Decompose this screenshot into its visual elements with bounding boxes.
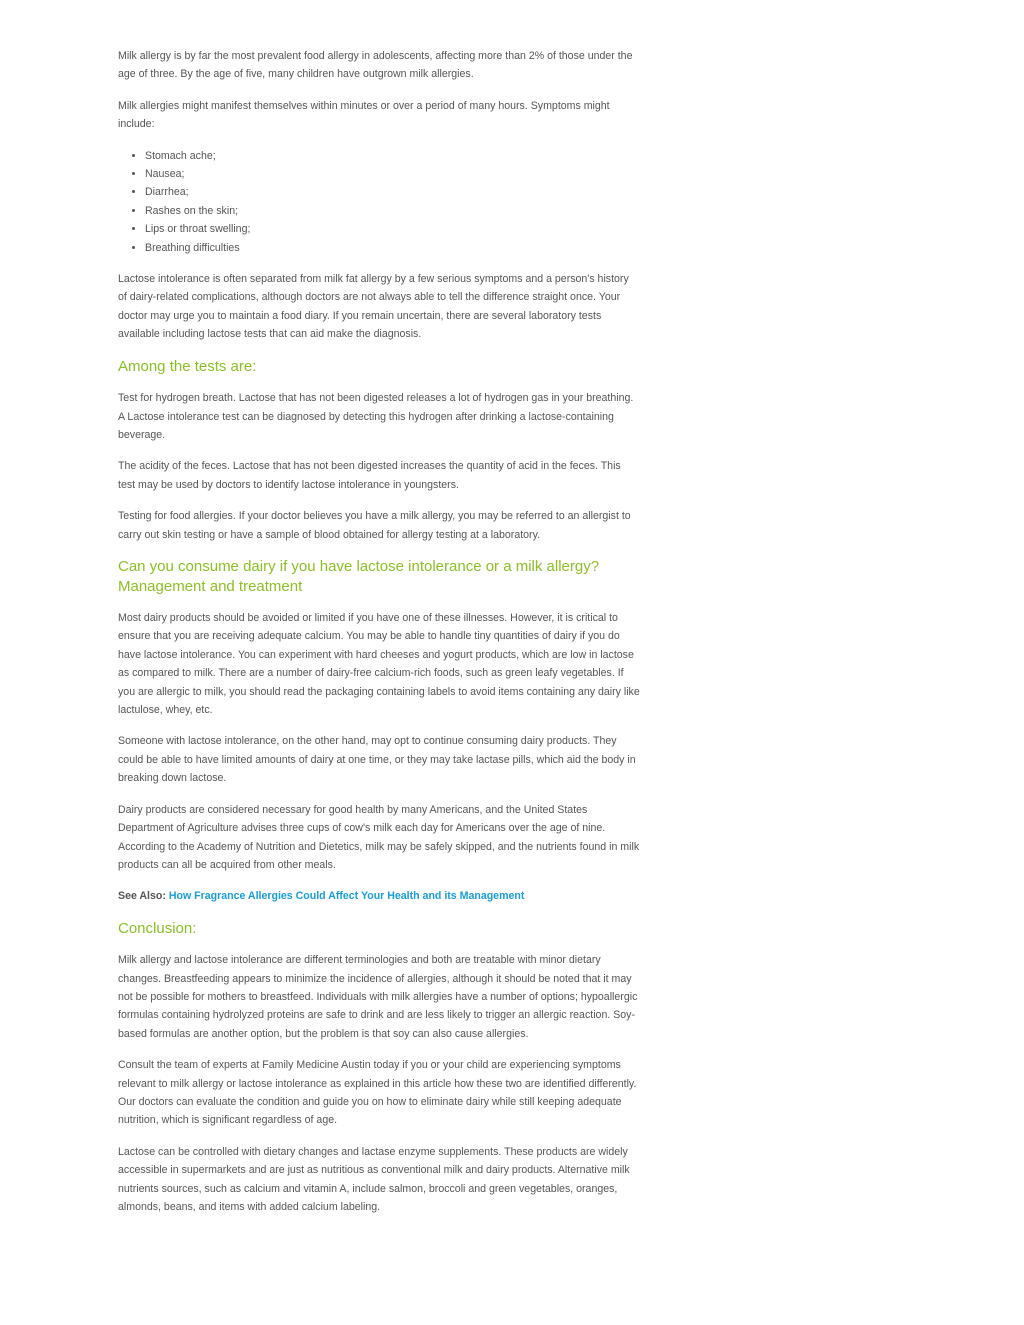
management-heading: Can you consume dairy if you have lactose intolerance or a milk allergy? Management and treatment <box>118 558 600 595</box>
management-paragraph-1: Most dairy products should be avoided or limited if you have one of these illnesses. However, it is critical to ensure that you are receiving adequate calcium. You may be able to handle tiny quantities of dairy if you do have lactose intolerance. You can experiment with hard cheeses and yogurt products, which are low in lactose as compared to milk. There are a number of dairy-free calcium-rich foods, such as green leafy vegetables. If you are allergic to milk, you should read the packaging containing labels to avoid items containing any dairy like lactulose, whey, etc. <box>118 612 640 717</box>
see-also <box>118 887 640 905</box>
intro-paragraph-2: Milk allergies might manifest themselves within minutes or over a period of many hours. Symptoms might include: <box>118 99 610 131</box>
tests-paragraph-2: The acidity of the feces. Lactose that has not been digested increases the quantity of acid in the feces. This test may be used by doctors to identify lactose intolerance in youngsters. <box>118 460 621 491</box>
symptom-item: • Breathing difficulties <box>145 239 640 257</box>
tests-paragraph-1: Test for hydrogen breath. Lactose that has not been digested releases a lot of hydrogen gas in your breathing. A Lactose intolerance test can be diagnosed by detecting this hydrogen after drinking a lactose-containing beverage. <box>118 392 634 441</box>
conclusion-paragraph-3: Lactose can be controlled with dietary changes and lactase enzyme supplements. These products are widely accessible in supermarkets and are just as nutritious as conventional milk and dairy products. Alternative milk nutrients sources, such as calcium and vitamin A, include salmon, broccoli and green vegetables, oranges, almonds, beans, and items with added calcium labeling. <box>118 1145 630 1214</box>
symptom-item: • Lips or throat swelling; <box>145 220 640 238</box>
intro-paragraph-3: Lactose intolerance is often separated from milk fat allergy by a few serious symptoms and a person's history of dairy-related complications, although doctors are not always able to tell the difference straight once. Your doctor may urge you to maintain a food diary. If you remain uncertain, there are several laboratory tests available including lactose tests that can aid make the diagnosis. <box>118 273 629 341</box>
see-also-label: See Also: <box>118 890 166 903</box>
symptoms-list <box>118 147 640 257</box>
conclusion-heading: Conclusion: <box>118 919 197 937</box>
tests-heading: Among the tests are: <box>118 357 257 375</box>
management-paragraph-3: Dairy products are considered necessary for good health by many Americans, and the United States Department of Agriculture advises three cups of cow's milk each day for Americans over the age of nine. According to the Academy of Nutrition and Dietetics, milk may be safely skipped, and the nutrients found in milk products can all be acquired from other meals. <box>118 803 640 871</box>
tests-paragraph-3: Testing for food allergies. If your doctor believes you have a milk allergy, you may be referred to an allergist to carry out skin testing or have a sample of blood obtained for allergy testing at a laboratory. <box>118 510 631 541</box>
intro-paragraph-1: Milk allergy is by far the most prevalent food allergy in adolescents, affecting more than 2% of those under the age of three. By the age of five, many children have outgrown milk allergies. <box>118 50 633 81</box>
conclusion-paragraph-1: Milk allergy and lactose intolerance are different terminologies and both are treatable with minor dietary changes. Breastfeeding appears to minimize the incidence of allergies, although it should be noted that it may not be possible for mothers to breastfeed. Individuals with milk allergies have a number of options; hypoallergic formulas containing hydrolyzed proteins are safe to drink and are less likely to trigger an allergic reaction. Soy-based formulas are another option, but the problem is that soy can also cause allergies. <box>118 954 638 1040</box>
symptom-item: • Nausea; <box>145 165 640 183</box>
symptom-item: • Rashes on the skin; <box>145 202 640 220</box>
see-also-link[interactable]: How Fragrance Allergies Could Affect Your Health and its Management <box>168 890 525 903</box>
article-body <box>118 47 640 1230</box>
management-paragraph-2: Someone with lactose intolerance, on the other hand, may opt to continue consuming dairy products. They could be able to have limited amounts of dairy at one time, or they may take lactase pills, which aid the body in breaking down lactose. <box>118 735 636 785</box>
symptom-item: • Stomach ache; <box>145 147 640 165</box>
symptom-item: • Diarrhea; <box>145 183 640 201</box>
conclusion-paragraph-2: Consult the team of experts at Family Medicine Austin today if you or your child are experiencing symptoms relevant to milk allergy or lactose intolerance as explained in this article how these two are identified differently. Our doctors can evaluate the condition and guide you on how to eliminate dairy while still keeping adequate nutrition, which is significant regardless of age. <box>118 1059 637 1127</box>
